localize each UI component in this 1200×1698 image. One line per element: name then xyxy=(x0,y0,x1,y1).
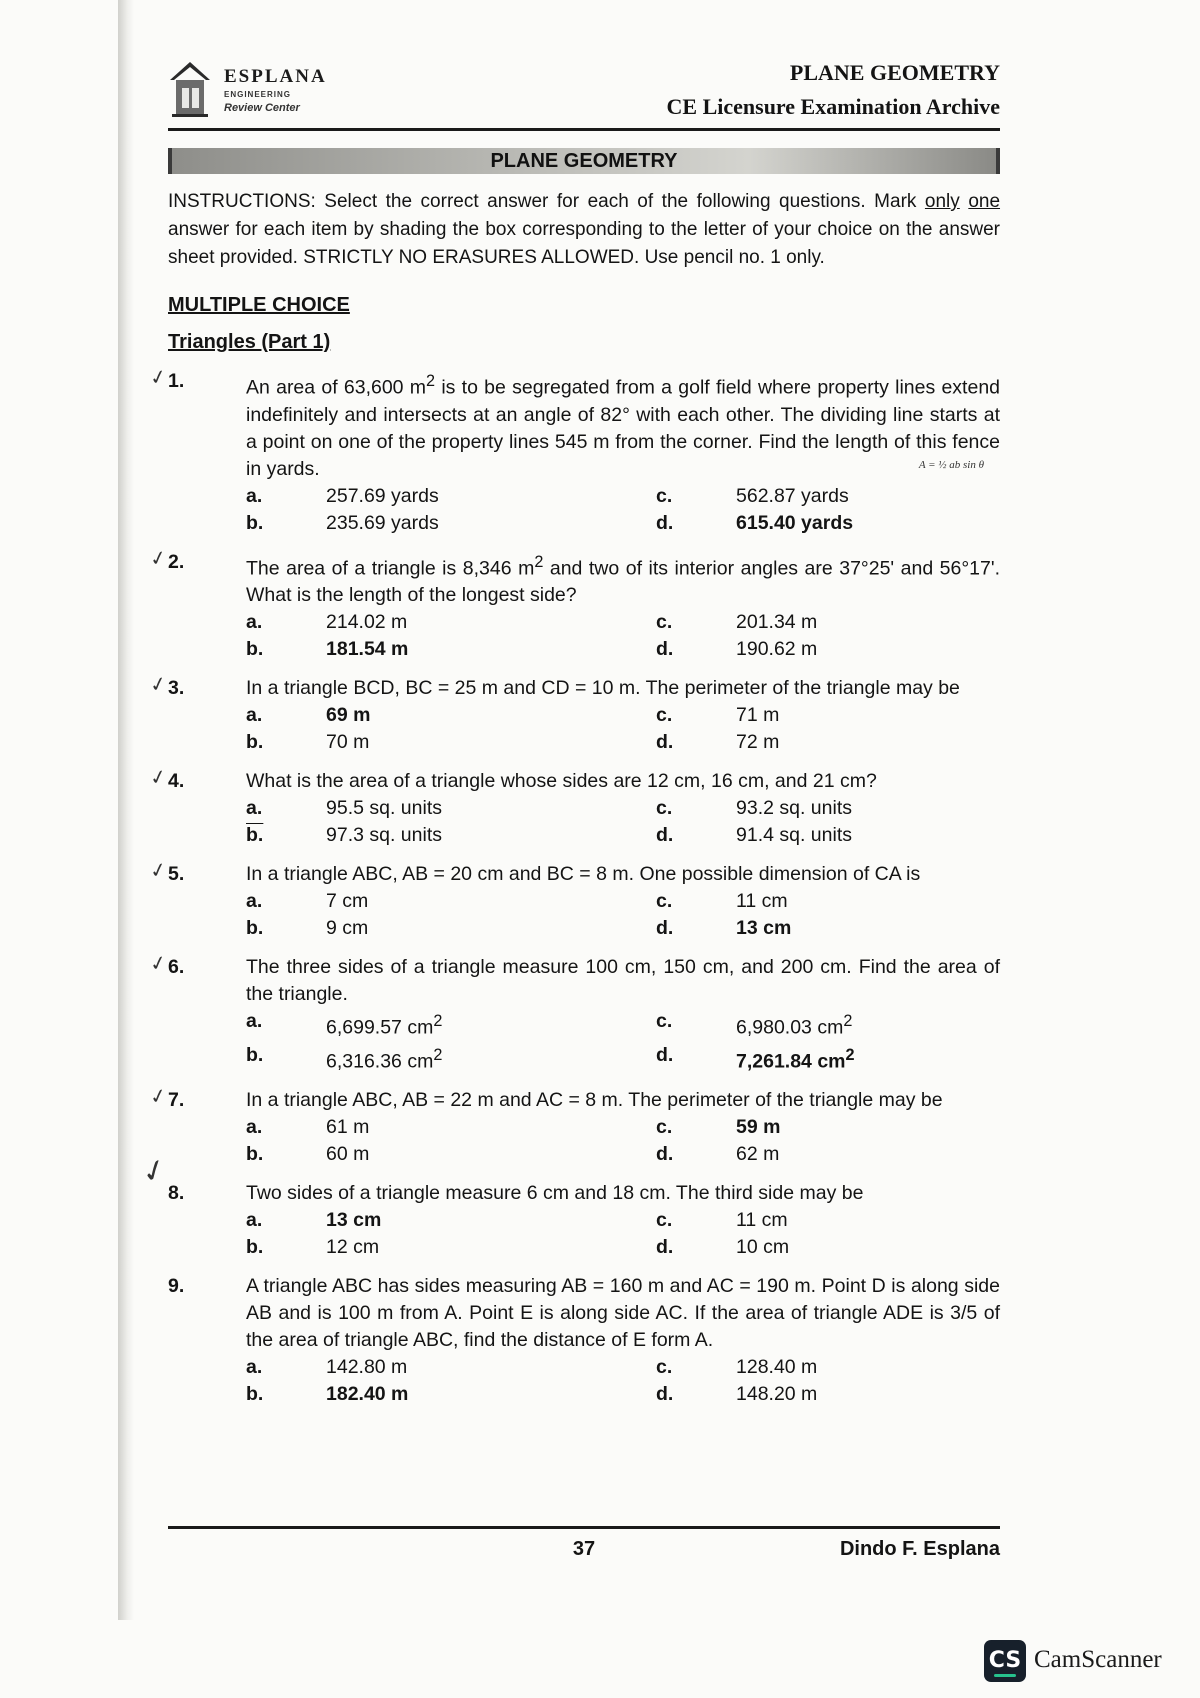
choice-letter-c: c. xyxy=(656,1010,673,1032)
question-text-part: and two of its interior angles are 37°25' and 56°17'. What is the length of the longest side? xyxy=(246,557,1000,606)
question-4 xyxy=(147,763,1000,849)
question-number: 5. xyxy=(168,863,185,885)
choice-c: 93.2 sq. units xyxy=(736,797,852,819)
superscript: 2 xyxy=(845,1045,855,1064)
question-text: A triangle ABC has sides measuring AB = 160 m and AC = 190 m. Point D is along side AB and is 100 m from A. Point E is along side AC. If the area of triangle ADE is 3/5 of the area of triangle ABC, find the distance of E form A. xyxy=(246,1275,1000,1351)
choice-d: 148.20 m xyxy=(736,1383,818,1405)
choice-letter-c: c. xyxy=(656,890,673,912)
question-6 xyxy=(147,949,1000,1075)
choice-letter-a: a. xyxy=(246,484,263,507)
choice-value: 6,699.57 cm xyxy=(326,1016,434,1039)
answer-choices xyxy=(246,1354,1000,1408)
section-banner: PLANE GEOMETRY xyxy=(168,148,1000,174)
choice-c xyxy=(736,1008,1000,1042)
camscanner-logo-icon: CS xyxy=(984,1640,1026,1682)
choice-letter-c: c. xyxy=(656,1116,673,1138)
choice-value: 6,980.03 cm xyxy=(736,1016,844,1039)
choice-letter-b: b. xyxy=(246,638,264,660)
choice-d: 62 m xyxy=(736,1143,780,1165)
header-subtitle: CE Licensure Examination Archive xyxy=(666,94,1000,119)
choice-letter-a: a. xyxy=(246,1010,263,1032)
choice-letter-a: a. xyxy=(246,704,263,726)
author-name: Dindo F. Esplana xyxy=(839,1538,1000,1560)
page-header xyxy=(168,40,1000,134)
choice-value: 6,316.36 cm xyxy=(326,1050,434,1072)
question-number: 8. xyxy=(168,1182,185,1204)
handwritten-note: A = ½ ab sin θ xyxy=(918,459,984,471)
choice-c: 201.34 m xyxy=(736,611,818,633)
superscript: 2 xyxy=(433,1045,443,1064)
choice-value: 7,261.84 cm xyxy=(736,1050,846,1072)
question-9 xyxy=(168,1273,1000,1408)
superscript: 2 xyxy=(433,1012,443,1030)
choice-letter-c: c. xyxy=(656,704,673,726)
choice-letter-d: d. xyxy=(656,917,674,939)
question-1 xyxy=(147,363,1001,537)
logo-tagline: ENGINEERING xyxy=(224,90,292,99)
logo-brand: ESPLANA xyxy=(224,66,327,87)
check-mark-icon: ✓ xyxy=(147,763,169,791)
choice-b: 181.54 m xyxy=(326,638,409,660)
question-text: What is the area of a triangle whose sides are 12 cm, 16 cm, and 21 cm? xyxy=(246,770,877,792)
exam-page xyxy=(136,40,1001,1408)
choice-d xyxy=(736,1042,1000,1076)
choice-d: 91.4 sq. units xyxy=(736,824,852,846)
choice-b: 9 cm xyxy=(326,917,369,939)
choice-a: 69 m xyxy=(326,704,371,726)
multiple-choice-heading: MULTIPLE CHOICE xyxy=(168,294,350,316)
footer-rule xyxy=(168,1526,1000,1529)
question-text xyxy=(246,549,1000,610)
question-text xyxy=(246,368,1000,483)
choice-letter-b: b. xyxy=(246,1383,264,1405)
check-mark-icon: ✓ xyxy=(147,856,169,884)
question-7 xyxy=(147,1082,1000,1168)
question-text: The three sides of a triangle measure 100 cm, 150 cm, and 200 cm. Find the area of the triangle. xyxy=(246,956,1000,1005)
choice-d: 72 m xyxy=(736,731,780,753)
answer-choices xyxy=(246,609,1000,663)
instructions-only: only xyxy=(924,191,960,212)
choice-a: 13 cm xyxy=(326,1209,382,1231)
choice-b: 70 m xyxy=(326,731,370,753)
choice-letter-d: d. xyxy=(656,511,674,534)
choice-c: 11 cm xyxy=(736,890,788,912)
choice-a: 7 cm xyxy=(326,890,369,912)
choice-letter-c: c. xyxy=(656,797,673,819)
check-mark-icon: ✓ xyxy=(147,544,169,571)
choice-a: 214.02 m xyxy=(326,611,408,633)
choice-letter-b: b. xyxy=(246,1143,264,1165)
camscanner-text: CamScanner xyxy=(1034,1646,1162,1673)
question-text: In a triangle ABC, AB = 20 cm and BC = 8 m. One possible dimension of CA is xyxy=(246,863,921,885)
choice-letter-c: c. xyxy=(656,611,673,633)
answer-choices xyxy=(246,1114,1000,1168)
choice-letter-b: b. xyxy=(246,1236,264,1258)
choice-letter-b: b. xyxy=(246,731,264,753)
choice-b: 97.3 sq. units xyxy=(326,824,442,846)
instructions-one: one xyxy=(968,191,1001,212)
choice-c: 59 m xyxy=(736,1116,781,1138)
answer-choices xyxy=(246,1207,1000,1261)
choice-letter-c: c. xyxy=(656,1356,673,1378)
choice-c: 71 m xyxy=(736,704,780,726)
choice-letter-b: b. xyxy=(246,824,264,846)
choice-letter-a: a. xyxy=(246,797,263,819)
choice-letter-c: c. xyxy=(656,484,673,507)
superscript: 2 xyxy=(534,552,544,571)
answer-choices xyxy=(246,483,1000,537)
binding-edge xyxy=(118,0,134,1620)
question-text: In a triangle BCD, BC = 25 m and CD = 10 m. The perimeter of the triangle may be xyxy=(246,677,960,699)
choice-d: 615.40 yards xyxy=(736,511,854,534)
question-number: 9. xyxy=(168,1275,185,1297)
choice-letter-d: d. xyxy=(656,824,674,846)
review-center-logo xyxy=(168,52,368,128)
choice-c: 11 cm xyxy=(736,1209,788,1231)
choice-d: 13 cm xyxy=(736,917,792,939)
choice-a: 257.69 yards xyxy=(326,484,439,507)
choice-c: 128.40 m xyxy=(736,1356,818,1378)
choice-letter-d: d. xyxy=(656,638,674,660)
choice-letter-a: a. xyxy=(246,890,263,912)
choice-letter-d: d. xyxy=(656,1383,674,1405)
answer-choices xyxy=(246,795,1000,849)
choice-a: 61 m xyxy=(326,1116,370,1138)
page-footer xyxy=(168,1526,1000,1566)
check-mark-icon: ✓ xyxy=(147,363,169,391)
check-mark-icon: ✓ xyxy=(147,1082,169,1110)
choice-a: 142.80 m xyxy=(326,1356,408,1378)
choice-letter-c: c. xyxy=(656,1209,673,1231)
house-logo-icon xyxy=(168,58,212,118)
question-text-part: The area of a triangle is 8,346 m xyxy=(246,557,535,579)
choice-b: 12 cm xyxy=(326,1236,380,1258)
choice-a xyxy=(326,1008,656,1042)
question-3 xyxy=(147,670,1000,756)
logo-subtitle: Review Center xyxy=(224,102,300,114)
superscript: 2 xyxy=(843,1012,853,1030)
question-text-part: is to be segregated from a golf field where property lines extend indefinitely and intersects at an angle of 82° with each other. The dividing line starts at a point on one of the property lines 545 m from the corner. Find the length of this fence in yards. xyxy=(246,376,1001,480)
question-text: In a triangle ABC, AB = 22 m and AC = 8 m. The perimeter of the triangle may be xyxy=(246,1089,943,1111)
question-text: Two sides of a triangle measure 6 cm and 18 cm. The third side may be xyxy=(246,1182,864,1204)
answer-choices xyxy=(246,702,1000,756)
question-number: 6. xyxy=(168,956,185,978)
check-mark-icon: ✓ xyxy=(136,1150,173,1193)
question-2 xyxy=(147,544,1000,664)
choice-a: 95.5 sq. units xyxy=(326,797,442,819)
choice-letter-d: d. xyxy=(656,1236,674,1258)
choice-b: 60 m xyxy=(326,1143,370,1165)
question-5 xyxy=(147,856,1000,942)
header-rule xyxy=(168,128,1000,131)
superscript: 2 xyxy=(426,372,436,390)
choice-d: 10 cm xyxy=(736,1236,790,1258)
header-title: PLANE GEOMETRY xyxy=(789,60,1000,85)
choice-c: 562.87 yards xyxy=(736,484,849,507)
choice-letter-a: a. xyxy=(246,611,263,633)
question-number: 4. xyxy=(168,770,185,792)
choice-letter-a: a. xyxy=(246,1356,263,1378)
choice-letter-a: a. xyxy=(246,1116,263,1138)
choice-letter-b: b. xyxy=(246,511,264,534)
answer-choices xyxy=(246,1008,1000,1075)
question-number: 2. xyxy=(168,550,185,573)
choice-b xyxy=(326,1042,656,1076)
question-number: 1. xyxy=(168,370,185,392)
choice-letter-d: d. xyxy=(656,1143,674,1165)
choice-letter-d: d. xyxy=(656,1043,674,1066)
check-mark-icon: ✓ xyxy=(147,949,169,977)
choice-letter-d: d. xyxy=(656,731,674,753)
question-number: 7. xyxy=(168,1089,185,1111)
page-number: 37 xyxy=(572,1538,596,1560)
answer-choices xyxy=(246,888,1000,942)
question-text-part: An area of 63,600 m xyxy=(246,376,427,399)
topic-heading: Triangles (Part 1) xyxy=(168,331,331,353)
choice-b: 182.40 m xyxy=(326,1383,409,1405)
question-number: 3. xyxy=(168,677,185,699)
choice-b: 235.69 yards xyxy=(326,511,439,534)
choice-letter-a: a. xyxy=(246,1209,263,1231)
choice-letter-b: b. xyxy=(246,1043,264,1066)
choice-letter-b: b. xyxy=(246,917,264,939)
choice-d: 190.62 m xyxy=(736,638,818,660)
instructions-part2: answer for each item by shading the box corresponding to the letter of your choice on the answer sheet provided. STRICTLY NO ERASURES ALLOWED. Use pencil no. 1 only. xyxy=(168,219,1000,268)
check-mark-icon: ✓ xyxy=(147,670,169,698)
instructions-part1: INSTRUCTIONS: Select the correct answer for each of the following questions. Mark xyxy=(168,191,925,212)
header-titles xyxy=(667,56,1000,124)
instructions xyxy=(168,188,1000,272)
